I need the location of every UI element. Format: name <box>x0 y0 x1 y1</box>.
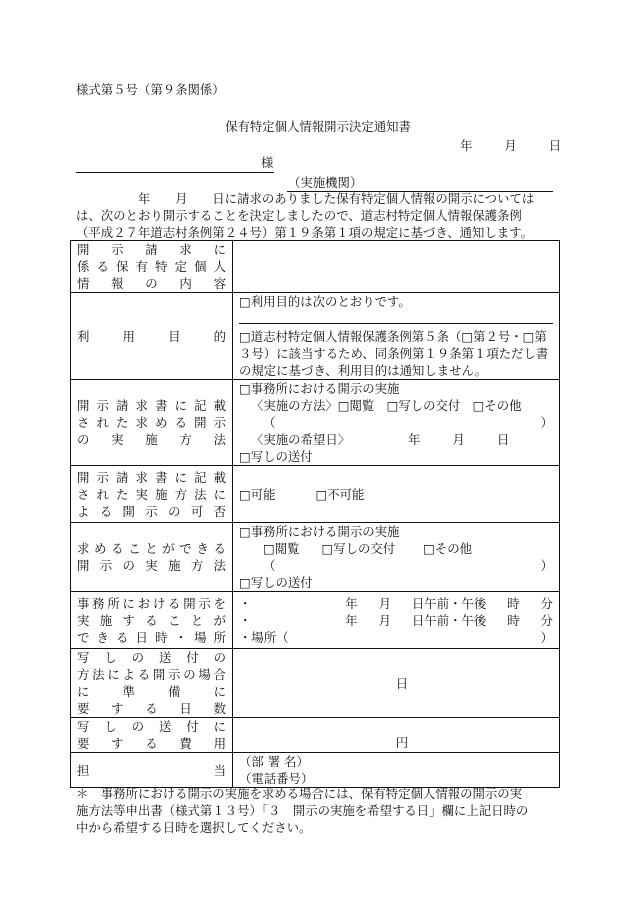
label-char: 送 <box>158 650 172 665</box>
label-char: 写 <box>77 650 90 665</box>
label-char: 開 <box>77 398 90 413</box>
phone-label: （電話番号） <box>239 771 314 786</box>
row-label <box>71 523 233 592</box>
label-char: 示 <box>96 469 109 485</box>
date-line <box>460 138 561 154</box>
label-char: 示 <box>213 415 226 430</box>
label-char: 付 <box>186 650 199 665</box>
row-label <box>71 466 233 523</box>
label-line <box>77 666 226 683</box>
label-char: 担 <box>77 762 90 778</box>
paren-open: （ <box>263 558 276 573</box>
label-char: 施 <box>155 486 168 502</box>
label-char: で <box>77 629 90 645</box>
label-char: 実 <box>77 612 90 628</box>
label-char: 法 <box>194 486 207 502</box>
label-char: の <box>77 432 90 447</box>
label-char: 示 <box>99 558 113 573</box>
label-line <box>77 469 226 486</box>
label-char: 務 <box>92 595 105 611</box>
copy-delivery-option[interactable]: □写しの送付 <box>239 575 313 590</box>
label-char: 場 <box>198 667 211 682</box>
label-char: に <box>213 486 226 502</box>
label-char: 的 <box>213 328 226 344</box>
label-line <box>77 397 226 414</box>
row-label <box>71 753 233 788</box>
label-line <box>77 629 226 646</box>
label-char: 数 <box>213 701 226 716</box>
label-char: 開 <box>194 415 207 430</box>
label-char: 有 <box>135 259 148 274</box>
footnote <box>76 785 566 836</box>
label-char: 方 <box>190 558 204 573</box>
hour-label: 時 <box>507 595 520 611</box>
purpose-rule <box>239 323 553 324</box>
label-char: る <box>137 667 151 682</box>
label-line <box>77 649 226 666</box>
label-char: の <box>145 276 158 291</box>
label-char: の <box>183 667 196 682</box>
label-char: と <box>145 541 158 556</box>
label-char: に <box>174 469 187 485</box>
purpose-text: ３号）に該当するため、同条例第１９条第１項ただし書 <box>239 346 549 361</box>
desired-date-line <box>239 431 553 448</box>
label-char: る <box>213 541 226 556</box>
label-char: し <box>104 650 117 665</box>
label-char: き <box>196 541 209 556</box>
days-unit: 日 <box>395 676 409 691</box>
footnote-line: 中から希望する日時を選択してください。 <box>76 820 312 835</box>
label-char: 求 <box>135 398 148 413</box>
bullet: ・ <box>239 595 252 611</box>
label-char: る <box>145 612 158 628</box>
label-char: さ <box>77 486 90 502</box>
table-row <box>71 466 560 523</box>
label-char: る <box>174 415 187 430</box>
label-char: 目 <box>168 328 181 344</box>
table-row <box>71 380 560 466</box>
label-char: ・ <box>174 629 187 645</box>
label-char: 記 <box>194 398 207 413</box>
label-line <box>77 486 226 503</box>
place-label: ・場所（ <box>239 629 289 645</box>
label-char: 日 <box>135 629 148 645</box>
label-char: お <box>137 595 151 611</box>
label-char: 求 <box>179 242 192 257</box>
yen-unit: 円 <box>395 735 409 750</box>
label-char: 合 <box>213 667 226 682</box>
intro-line: 年 月 日に請求のありました保有特定個人情報の開示については <box>76 191 535 206</box>
other-method-paren <box>239 414 553 431</box>
row-label <box>71 293 233 380</box>
date-year: 年 <box>460 138 473 153</box>
label-char: の <box>131 650 145 665</box>
year-label: 年 <box>345 612 358 628</box>
label-char: の <box>131 719 145 734</box>
label-char: す <box>122 612 135 628</box>
row-label <box>71 241 233 293</box>
label-char: 書 <box>155 398 168 413</box>
label-char: 求 <box>77 541 90 556</box>
label-char: る <box>145 736 158 751</box>
label-char: れ <box>96 486 109 502</box>
hour-label: 時 <box>507 612 520 628</box>
label-line <box>77 258 226 275</box>
label-char: 内 <box>179 276 192 291</box>
desired-month: 月 <box>452 432 465 447</box>
label-char: 施 <box>145 432 158 447</box>
label-char: 開 <box>122 503 135 519</box>
office-disclosure-option[interactable]: □事務所における開示の実施 <box>239 524 400 539</box>
footnote-line: 施方法等申出書（様式第１３号）「３ 開示の実施を希望する日」欄に上記日時の <box>76 803 529 818</box>
month-label: 月 <box>378 612 391 628</box>
label-char: し <box>104 719 117 734</box>
label-char: 所 <box>107 595 120 611</box>
label-char: に <box>213 719 226 734</box>
label-char: 記 <box>194 469 207 485</box>
table-row <box>71 241 560 293</box>
label-char: 用 <box>213 736 226 751</box>
label-char: で <box>179 541 192 556</box>
label-char: に <box>77 684 90 699</box>
label-char: 載 <box>213 398 226 413</box>
document-title: 保有特定個人情報開示決定通知書 <box>225 119 411 134</box>
intro-paragraph <box>76 190 556 241</box>
purpose-cell <box>233 293 560 380</box>
label-char: き <box>96 629 109 645</box>
minute-label: 分 <box>540 612 553 628</box>
label-char: 示 <box>96 398 109 413</box>
label-line <box>77 275 226 292</box>
label-char: 容 <box>213 276 226 291</box>
other-method-paren <box>239 557 553 574</box>
minute-label: 分 <box>540 595 553 611</box>
possible-option[interactable]: □可能 <box>239 486 276 502</box>
label-char: 示 <box>111 242 124 257</box>
label-char: 開 <box>77 242 90 257</box>
days-cell <box>233 649 560 718</box>
row-label <box>71 380 233 466</box>
desired-year: 年 <box>408 432 421 447</box>
label-char: の <box>168 503 181 519</box>
label-char: 施 <box>168 558 181 573</box>
row-label <box>71 718 233 753</box>
table-row <box>71 523 560 592</box>
label-char: 情 <box>77 276 90 291</box>
label-char: 開 <box>183 595 196 611</box>
label-char: 当 <box>213 762 226 778</box>
datetime-place-cell <box>233 592 560 649</box>
label-char: る <box>111 541 124 556</box>
table-row <box>71 592 560 649</box>
label-char: 示 <box>145 503 158 519</box>
paren-close: ） <box>540 558 553 573</box>
label-char: 人 <box>213 259 226 274</box>
recipient-suffix: 様 <box>261 155 274 170</box>
place-line <box>239 629 553 646</box>
label-line <box>77 241 226 258</box>
label-char: る <box>116 629 129 645</box>
month-label: 月 <box>378 595 391 611</box>
label-char: 備 <box>168 684 181 699</box>
label-char: さ <box>77 415 90 430</box>
paren-open: （ <box>263 415 276 430</box>
label-char: が <box>162 541 175 556</box>
label-char: 開 <box>152 667 166 682</box>
label-char: に <box>213 684 226 699</box>
contact-cell <box>233 753 560 788</box>
paren-close: ） <box>540 415 553 430</box>
method-options[interactable]: 〈実施の方法〉□閲覧 □写しの交付 □その他 <box>251 398 522 413</box>
label-char: る <box>145 701 158 716</box>
agency-label: （実施機関） <box>288 175 363 190</box>
label-char: す <box>111 701 124 716</box>
label-char: 定 <box>174 259 187 274</box>
label-char: 準 <box>122 684 135 699</box>
recipient-line <box>76 172 274 173</box>
label-line <box>77 328 226 345</box>
requested-method-cell <box>233 380 560 466</box>
purpose-text: の規定に基づき、利用目的は通知しません。 <box>239 363 488 378</box>
purpose-option-1[interactable]: □利用目的は次のとおりです。 <box>239 294 411 309</box>
label-char: る <box>96 259 109 274</box>
label-line <box>77 414 226 431</box>
label-char: に <box>107 667 120 682</box>
table-row <box>71 718 560 753</box>
label-char: 請 <box>116 469 129 485</box>
ampm-label: 日午前・午後 <box>411 612 487 628</box>
label-char: 送 <box>158 719 172 734</box>
date-day: 日 <box>548 138 562 153</box>
disclosure-content-cell[interactable] <box>233 241 560 293</box>
label-char: 書 <box>155 469 168 485</box>
label-char: に <box>122 595 135 611</box>
label-char: 実 <box>135 486 148 502</box>
other-option[interactable]: □その他 <box>423 541 473 556</box>
label-line <box>77 540 226 557</box>
row-label <box>71 592 233 649</box>
label-char: る <box>168 595 181 611</box>
desired-day: 日 <box>496 432 510 447</box>
label-char: 利 <box>77 328 90 344</box>
label-char: め <box>94 541 107 556</box>
label-char: 実 <box>111 432 124 447</box>
label-char: 可 <box>190 503 204 519</box>
paren-close: ） <box>540 629 553 645</box>
label-char: 方 <box>179 432 192 447</box>
label-line <box>77 700 226 717</box>
label-char: 付 <box>186 719 199 734</box>
label-line <box>77 683 226 700</box>
intro-line: は、次のとおり開示することを決定しましたので、道志村特定個人情報保護条例 <box>76 208 522 223</box>
label-char: 方 <box>174 486 187 502</box>
label-char: に <box>213 242 226 257</box>
label-line <box>77 612 226 629</box>
label-char: 保 <box>116 259 129 274</box>
label-char: る <box>99 503 113 519</box>
office-disclosure-option[interactable]: □事務所における開示の実施 <box>239 381 400 396</box>
department-label: （部 署 名） <box>239 754 309 769</box>
label-char: よ <box>122 667 135 682</box>
desired-date-label: 〈実施の希望日〉 <box>251 432 351 447</box>
label-char: よ <box>77 503 90 519</box>
label-char: 示 <box>198 595 211 611</box>
label-char: こ <box>168 612 181 628</box>
label-char: 要 <box>77 701 90 716</box>
label-char: 特 <box>155 259 168 274</box>
label-char: た <box>116 415 129 430</box>
row-label <box>71 649 233 718</box>
bullet: ・ <box>239 612 252 628</box>
datetime-line-2 <box>239 612 553 629</box>
label-char: こ <box>128 541 141 556</box>
label-line <box>77 762 226 779</box>
label-char: 所 <box>213 629 226 645</box>
label-char: 事 <box>77 595 90 611</box>
approval-cell <box>233 466 560 523</box>
notice-table <box>70 240 560 788</box>
label-char: 時 <box>155 629 168 645</box>
view-option[interactable]: □閲覧 <box>263 541 300 556</box>
not-possible-option[interactable]: □不可能 <box>315 486 365 502</box>
label-line <box>77 557 226 574</box>
year-label: 年 <box>345 595 358 611</box>
cost-cell <box>233 718 560 753</box>
label-char: に <box>174 398 187 413</box>
label-char: 請 <box>145 242 158 257</box>
label-char: す <box>111 736 124 751</box>
label-char: 係 <box>77 259 90 274</box>
label-char: の <box>213 650 226 665</box>
table-row <box>71 649 560 718</box>
ampm-label: 日午前・午後 <box>411 595 487 611</box>
label-char: 写 <box>77 719 90 734</box>
label-char: 要 <box>77 736 90 751</box>
table-row <box>71 293 560 380</box>
label-char: 法 <box>213 558 226 573</box>
copy-issue-option[interactable]: □写しの交付 <box>321 541 396 556</box>
label-char: 請 <box>116 398 129 413</box>
label-char: 報 <box>111 276 124 291</box>
table-row <box>71 753 560 788</box>
form-number: 様式第５号（第９条関係） <box>76 82 225 97</box>
label-char: め <box>155 415 168 430</box>
label-char: 示 <box>168 667 181 682</box>
label-char: 実 <box>145 558 158 573</box>
label-char: と <box>190 612 204 628</box>
label-char: の <box>122 558 135 573</box>
purpose-option-2[interactable]: □道志村特定個人情報保護条例第５条（□第２号・□第 <box>239 329 547 344</box>
date-month: 月 <box>504 138 517 153</box>
label-char: 求 <box>135 469 148 485</box>
label-char: 開 <box>77 469 90 485</box>
label-char: 方 <box>77 667 90 682</box>
label-char: 施 <box>99 612 113 628</box>
label-char: 求 <box>135 415 148 430</box>
label-char: れ <box>96 415 109 430</box>
label-line <box>77 503 226 520</box>
datetime-line-1 <box>239 595 553 612</box>
available-method-cell <box>233 523 560 592</box>
label-line <box>77 718 226 735</box>
intro-line: （平成２７年道志村条例第２４号）第１９条第１項の規定に基づき、通知します。 <box>76 225 533 240</box>
footnote-line: ＊ 事務所における開示の実施を求める場合には、保有特定個人情報の開示の実 <box>76 786 523 801</box>
label-char: 開 <box>77 558 90 573</box>
label-char: 費 <box>179 736 192 751</box>
label-char: 載 <box>213 469 226 485</box>
label-char: た <box>116 486 129 502</box>
label-char: 法 <box>213 432 226 447</box>
label-char: 用 <box>122 328 135 344</box>
label-line <box>77 431 226 448</box>
copy-delivery-option[interactable]: □写しの送付 <box>239 449 313 464</box>
label-char: 否 <box>213 503 226 519</box>
label-char: が <box>213 612 226 628</box>
label-char: 法 <box>92 667 105 682</box>
label-char: 場 <box>194 629 207 645</box>
label-line <box>77 595 226 612</box>
label-char: 個 <box>194 259 207 274</box>
label-line <box>77 735 226 752</box>
label-char: を <box>213 595 226 611</box>
label-char: け <box>152 595 166 611</box>
label-char: 日 <box>179 701 192 716</box>
